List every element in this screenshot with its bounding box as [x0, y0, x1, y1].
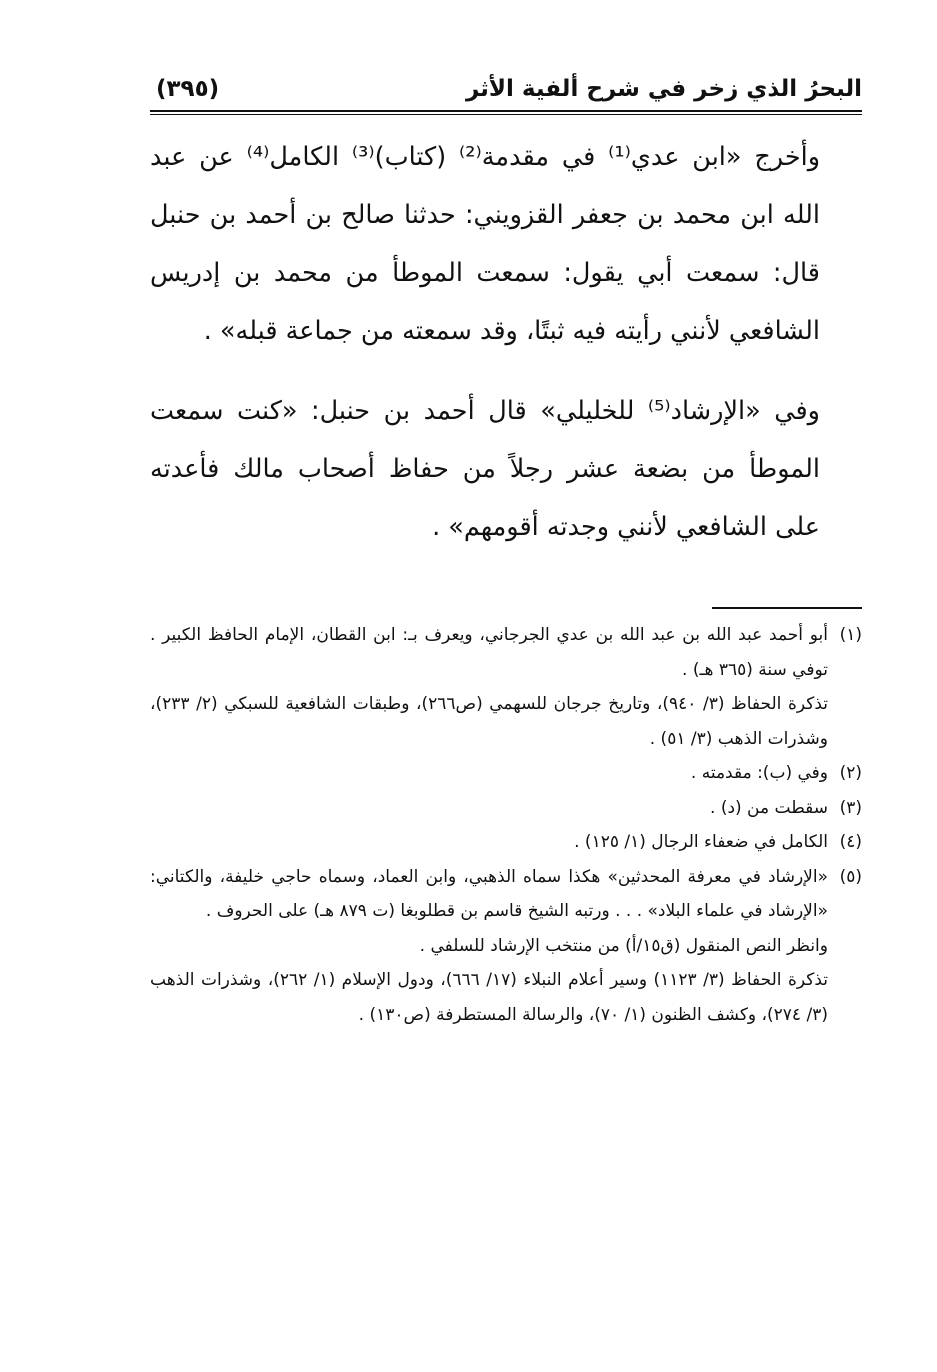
footnote-separator [712, 607, 862, 609]
footnote-text: تذكرة الحفاظ (٣/ ٩٤٠)، وتاريخ جرجان للسهمي (ص٢٦٦)، وطبقات الشافعية للسبكي (٢/ ٢٣٣)، وشذرات الذهب (٣/ ٥١) . [150, 694, 828, 749]
main-text [150, 128, 862, 556]
footnote-number: (٥) [839, 866, 862, 887]
book-title: البحرُ الذي زخر في شرح ألفية الأثر [465, 76, 862, 102]
footnote-5 [150, 860, 862, 1033]
footnote-number: (٣) [839, 797, 862, 818]
footnote-text: «الإرشاد في معرفة المحدثين» هكذا سماه الذهبي، وابن العماد، وسماه حاجي خليفة، والكتاني: «الإرشاد في علماء البلاد» . . . ورتبه الشيخ قاسم بن قطلوبغا (ت ٨٧٩ هـ) على الحروف . [150, 866, 828, 921]
footnote-1 [150, 618, 862, 756]
footnote-text: أبو أحمد عبد الله بن عبد الله بن عدي الجرجاني، ويعرف بـ: ابن القطان، الإمام الحافظ الكبير . توفي سنة (٣٦٥ هـ) . [150, 625, 828, 680]
footnote-number: (١) [839, 625, 862, 645]
footnote-text: وانظر النص المنقول (ق١٥/أ) من منتخب الإرشاد للسلفي . [419, 935, 828, 956]
footnote-number: (٤) [839, 832, 862, 852]
page-number: (٣٩٥) [156, 76, 220, 102]
footnote-3 [150, 791, 862, 826]
footnote-text: وفي (ب): مقدمته . [690, 763, 828, 783]
footnote-2 [150, 756, 862, 791]
footnote-text: الكامل في ضعفاء الرجال (١/ ١٢٥) . [574, 832, 828, 852]
page-header [150, 66, 862, 110]
footnote-text: تذكرة الحفاظ (٣/ ١١٢٣) وسير أعلام النبلاء (١٧/ ٦٦٦)، ودول الإسلام (١/ ٢٦٢)، وشذرات الذهب (٣/ ٢٧٤)، وكشف الظنون (١/ ٧٠)، والرسالة المستطرفة (ص١٣٠) . [150, 970, 828, 1025]
footnote-text: سقطت من (د) . [710, 797, 828, 818]
main-paragraph-2: وفي «الإرشاد⁽⁵⁾ للخليلي» قال أحمد بن حنبل: «كنت سمعت الموطأ من بضعة عشر رجلاً من حفاظ أصحاب مالك فأعدته على الشافعي لأنني وجدته أقومهم» . [150, 396, 820, 542]
header-rule [150, 110, 862, 112]
footnote-number: (٢) [839, 763, 862, 783]
header-rule-thin [150, 114, 862, 115]
footnote-4 [150, 825, 862, 860]
main-paragraph-1: وأخرج «ابن عدي⁽¹⁾ في مقدمة⁽²⁾ (كتاب)⁽³⁾ الكامل⁽⁴⁾ عن عبد الله ابن محمد بن جعفر القزويني: حدثنا صالح بن أحمد بن حنبل قال: سمعت أبي يقول: سمعت الموطأ من محمد بن إدريس الشافعي لأنني رأيته فيه ثبتًا، وقد سمعته من جماعة قبله» . [150, 142, 821, 346]
footnotes [150, 618, 862, 1032]
